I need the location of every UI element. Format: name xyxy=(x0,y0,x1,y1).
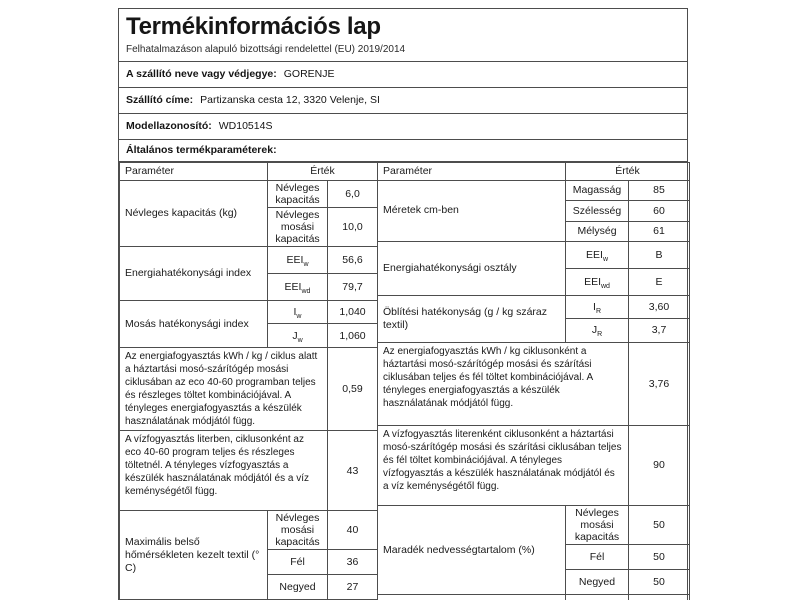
value-cell: 0,59 xyxy=(328,348,378,431)
sub-parameter-cell xyxy=(566,295,629,318)
parameter-cell: Öblítési hatékonyság (g / kg száraz textil) xyxy=(378,295,566,342)
sub-parameter-cell xyxy=(566,595,629,600)
right-parameter-table xyxy=(377,162,690,600)
value-cell: 56,6 xyxy=(328,247,378,274)
sub-parameter-cell: Negyed xyxy=(566,570,629,595)
value-cell: E xyxy=(629,268,690,295)
sub-parameter-cell xyxy=(566,268,629,295)
value-cell: 3,7 xyxy=(629,318,690,342)
sub-parameter-cell: Magasság xyxy=(566,180,629,200)
supplier-value: GORENJE xyxy=(283,68,335,81)
sub-parameter-cell: Szélesség xyxy=(566,200,629,221)
address-value: Partizanska cesta 12, 3320 Velenje, SI xyxy=(200,94,380,107)
parameter-cell: Mosás hatékonysági index xyxy=(120,301,268,348)
parameter-cell: Névleges kapacitás (kg) xyxy=(120,180,268,246)
table-row xyxy=(120,180,378,207)
value-cell: 85 xyxy=(629,180,690,200)
sub-parameter-cell: Névleges mosási kapacitás xyxy=(268,208,328,247)
column-header-value: Érték xyxy=(268,162,378,180)
symbol-subscript: wd xyxy=(301,288,311,296)
parameter-cell: Maximális belső hőmérsékleten kezelt textil (° C) xyxy=(120,511,268,600)
column-header-parameter: Paraméter xyxy=(120,162,268,180)
symbol-subscript: w xyxy=(303,261,309,269)
value-cell: 61 xyxy=(629,221,690,241)
value-cell: 43 xyxy=(328,431,378,511)
parameter-cell: A vízfogyasztás literenként ciklusonként a háztartási mosó-szárítógép mosási és szárítási ciklusában teljes és fél töltet kombinációjával. A tényleges vízfogyasztás a készülék használatának módjától és a víz keménységétől függ. xyxy=(378,425,629,505)
symbol-subscript: R xyxy=(595,307,601,315)
value-cell: B xyxy=(629,241,690,268)
title-block xyxy=(119,9,687,62)
value-cell: 50 xyxy=(629,570,690,595)
value-cell: 27 xyxy=(328,575,378,600)
sub-parameter-cell xyxy=(566,241,629,268)
address-label: Szállító címe: xyxy=(126,94,194,107)
sub-parameter-cell: Névleges mosási kapacitás xyxy=(268,511,328,550)
symbol-subscript: R xyxy=(597,331,603,339)
symbol: J xyxy=(591,324,598,337)
parameter-tables xyxy=(119,162,687,600)
table-row xyxy=(378,180,690,200)
value-cell: 6,0 xyxy=(328,180,378,207)
table-header-row xyxy=(120,162,378,180)
sub-parameter-cell: Mélység xyxy=(566,221,629,241)
section-header-label: Általános termékparaméterek: xyxy=(126,144,277,157)
parameter-cell: Energiahatékonysági osztály xyxy=(378,241,566,295)
value-cell: 10,0 xyxy=(328,208,378,247)
sub-parameter-cell xyxy=(268,324,328,348)
value-cell: 50 xyxy=(629,545,690,570)
table-row xyxy=(378,342,690,425)
value-cell: 79,7 xyxy=(328,274,378,301)
symbol-subscript: w xyxy=(297,336,303,344)
section-header xyxy=(119,140,687,162)
value-cell xyxy=(629,595,690,600)
left-parameter-table xyxy=(119,162,378,600)
table-row xyxy=(120,511,378,550)
symbol: EEI xyxy=(586,248,603,261)
sub-parameter-cell: Névleges kapacitás xyxy=(268,180,328,207)
parameter-cell: Az energiafogyasztás kWh / kg ciklusonként a háztartási mosó-szárítógép mosási és szárítási ciklusában teljes és fél töltet kombinációjával. A tényleges energiafogyasztás a készülék használatának módjától függ. xyxy=(378,342,629,425)
symbol-subscript: wd xyxy=(601,282,610,290)
symbol: EEI xyxy=(286,254,304,267)
value-cell: 1,060 xyxy=(328,324,378,348)
parameter-cell: Méretek cm-ben xyxy=(378,180,566,241)
regulation-subtitle: Felhatalmazáson alapuló bizottsági rendelettel (EU) 2019/2014 xyxy=(126,43,406,55)
column-header-parameter: Paraméter xyxy=(378,162,566,180)
table-row xyxy=(378,295,690,318)
value-cell: 1,040 xyxy=(328,301,378,324)
sub-parameter-cell: Fél xyxy=(268,550,328,575)
symbol: I xyxy=(593,300,596,313)
symbol: EEI xyxy=(284,281,302,294)
symbol: EEI xyxy=(584,275,601,288)
value-cell: 3,60 xyxy=(629,295,690,318)
symbol-subscript: w xyxy=(296,313,302,321)
supplier-row xyxy=(119,62,687,88)
sub-parameter-cell xyxy=(268,274,328,301)
address-row xyxy=(119,88,687,114)
model-value: WD10514S xyxy=(218,120,273,133)
table-row xyxy=(378,241,690,268)
value-cell: 90 xyxy=(629,425,690,505)
sub-parameter-cell: Negyed xyxy=(268,575,328,600)
parameter-cell: Maradék nedvességtartalom (%) xyxy=(378,505,566,594)
table-row xyxy=(120,247,378,274)
table-row xyxy=(120,348,378,431)
table-row xyxy=(120,301,378,324)
cutoff-row xyxy=(378,595,690,600)
value-cell: 40 xyxy=(328,511,378,550)
table-row xyxy=(120,431,378,511)
model-row xyxy=(119,114,687,140)
symbol: I xyxy=(293,306,297,319)
parameter-cell: Energiahatékonysági index xyxy=(120,247,268,301)
sub-parameter-cell: Névleges mosási kapacitás xyxy=(566,505,629,544)
value-cell: 60 xyxy=(629,200,690,221)
symbol-subscript: w xyxy=(602,255,609,263)
sub-parameter-cell xyxy=(566,318,629,342)
table-row xyxy=(378,425,690,505)
parameter-cell: A vízfogyasztás literben, ciklusonként az eco 40-60 program teljes és részleges töltetnél. A tényleges vízfogyasztás a készülék használatának módjától és a víz keménységétől függ. xyxy=(120,431,328,511)
fiche-title: Termékinformációs lap xyxy=(126,13,381,40)
table-row xyxy=(378,505,690,544)
symbol: J xyxy=(292,329,298,342)
parameter-cell xyxy=(378,595,566,600)
model-label: Modellazonosító: xyxy=(126,120,212,133)
parameter-cell: Az energiafogyasztás kWh / kg / ciklus alatt a háztartási mosó-szárítógép mosási ciklusában az eco 40-60 programban teljes és részleges töltet kombinációjával. A tényleges energiafogyasztás a készülék használatának módjától függ. xyxy=(120,348,328,431)
sub-parameter-cell: Fél xyxy=(566,545,629,570)
supplier-label: A szállító neve vagy védjegye: xyxy=(126,68,277,81)
value-cell: 36 xyxy=(328,550,378,575)
product-fiche-sheet xyxy=(118,8,688,600)
value-cell: 3,76 xyxy=(629,342,690,425)
value-cell: 50 xyxy=(629,505,690,544)
table-header-row xyxy=(378,162,690,180)
sub-parameter-cell xyxy=(268,301,328,324)
sub-parameter-cell xyxy=(268,247,328,274)
column-header-value: Érték xyxy=(566,162,690,180)
